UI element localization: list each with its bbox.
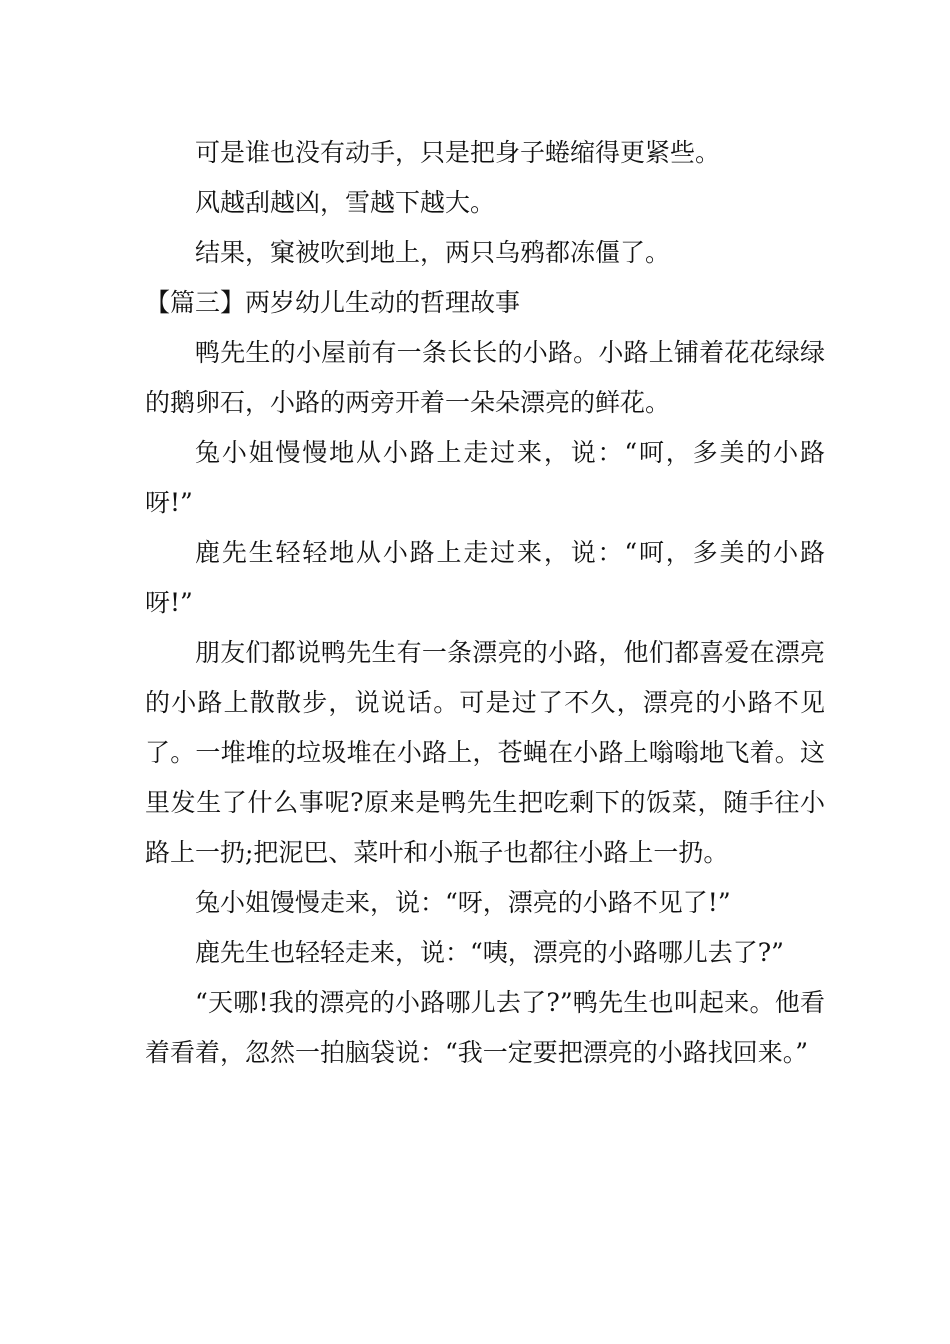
- paragraph-1: 可是谁也没有动手，只是把身子蜷缩得更紧些。: [195, 138, 721, 167]
- story-paragraph-7: “天哪!我的漂亮的小路哪儿去了?”鸭先生也叫起来。他看着看着，忽然一拍脑袋说：“我一定要把漂亮的小路找回来。”: [145, 988, 825, 1067]
- paragraph-3: 结果，窠被吹到地上，两只乌鸦都冻僵了。: [195, 238, 671, 267]
- section-heading: 【篇三】两岁幼儿生动的哲理故事: [145, 288, 521, 317]
- story-paragraph-5: 兔小姐馒慢走来，说：“呀，漂亮的小路不见了!”: [195, 888, 731, 917]
- story-paragraph-4: 朋友们都说鸭先生有一条漂亮的小路，他们都喜爱在漂亮的小路上散散步，说说话。可是过了不久，漂亮的小路不见了。一堆堆的垃圾堆在小路上，苍蝇在小路上嗡嗡地飞着。这里发生了什么事呢?原来是鸭先生把吃剩下的饭菜，随手往小路上一扔;把泥巴、菜叶和小瓶子也都往小路上一扔。: [145, 638, 825, 867]
- story-paragraph-6: 鹿先生也轻轻走来，说：“咦，漂亮的小路哪儿去了?”: [195, 938, 784, 967]
- story-paragraph-2: 兔小姐慢慢地从小路上走过来，说：“呵，多美的小路呀!”: [145, 438, 825, 517]
- story-paragraph-1: 鸭先生的小屋前有一条长长的小路。小路上铺着花花绿绿的鹅卵石，小路的两旁开着一朵朵漂亮的鲜花。: [145, 338, 825, 417]
- story-paragraph-3: 鹿先生轻轻地从小路上走过来，说：“呵，多美的小路呀!”: [145, 538, 825, 617]
- paragraph-2: 风越刮越凶，雪越下越大。: [195, 188, 496, 217]
- text-body: [145, 128, 825, 1078]
